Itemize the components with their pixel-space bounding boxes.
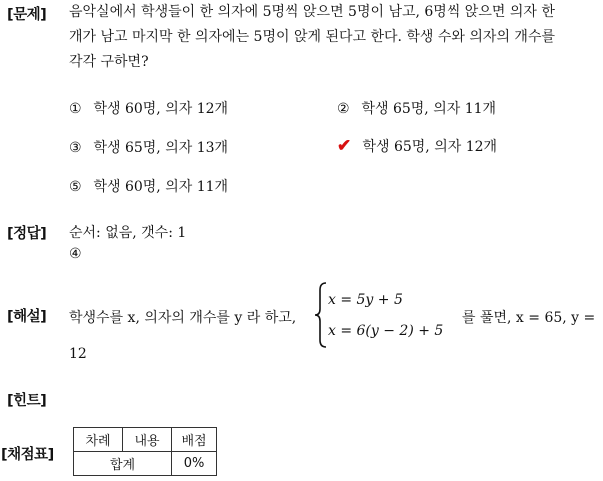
scoring-header-row (74, 428, 217, 452)
choice-2-text: 학생 65명, 의자 11개 (361, 101, 497, 117)
choice-2[interactable] (337, 98, 496, 118)
equation-1: x = 5y + 5 (328, 292, 403, 308)
scoring-header-points: 배점 (172, 428, 217, 452)
scoring-total-value: 0% (172, 452, 217, 476)
scoring-header-content: 내용 (123, 428, 172, 452)
choice-3-text: 학생 65명, 의자 13개 (93, 140, 229, 156)
choice-4-text: 학생 65명, 의자 12개 (362, 139, 498, 155)
question-line-2: 개가 남고 마지막 한 의자에는 5명이 앉게 된다고 한다. 학생 수와 의자의 개수를 (69, 29, 556, 45)
choice-3[interactable] (69, 137, 228, 157)
choice-5-text: 학생 60명, 의자 11개 (93, 179, 229, 195)
choice-3-number: ③ (69, 140, 82, 156)
scoring-header-order: 차례 (74, 428, 123, 452)
explanation-result-cont: 12 (69, 346, 87, 362)
question-line-1: 음악실에서 학생들이 한 의자에 5명씩 앉으면 5명이 남고, 6명씩 앉으면 의자 한 (69, 4, 555, 20)
choice-4[interactable] (337, 136, 497, 156)
scoring-total-label: 합계 (74, 452, 172, 476)
scoring-table (73, 427, 217, 476)
choice-5-number: ⑤ (69, 179, 82, 195)
answer-value: ④ (69, 246, 82, 262)
explanation-label: [해설] (7, 309, 47, 325)
check-mark-icon: ✔ (337, 136, 352, 156)
explanation-result: 를 풀면, x = 65, y = (462, 310, 596, 326)
question-text (69, 0, 603, 75)
answer-label: [정답] (7, 226, 47, 242)
choice-1-number: ① (69, 101, 82, 117)
question-label: [문제] (7, 7, 47, 23)
scoring-label: [채점표] (1, 447, 54, 463)
choice-1[interactable] (69, 98, 228, 118)
choice-5[interactable] (69, 176, 228, 196)
choice-1-text: 학생 60명, 의자 12개 (93, 101, 229, 117)
equation-2: x = 6(y − 2) + 5 (328, 323, 444, 339)
hint-label: [힌트] (7, 393, 47, 409)
question-line-3: 각각 구하면? (69, 54, 149, 70)
answer-order-line: 순서: 없음, 갯수: 1 (69, 225, 187, 241)
scoring-total-row (74, 452, 217, 476)
choice-2-number: ② (337, 101, 350, 117)
explanation-intro: 학생수를 x, 의자의 개수를 y 라 하고, (69, 310, 297, 326)
brace-icon (314, 282, 328, 348)
